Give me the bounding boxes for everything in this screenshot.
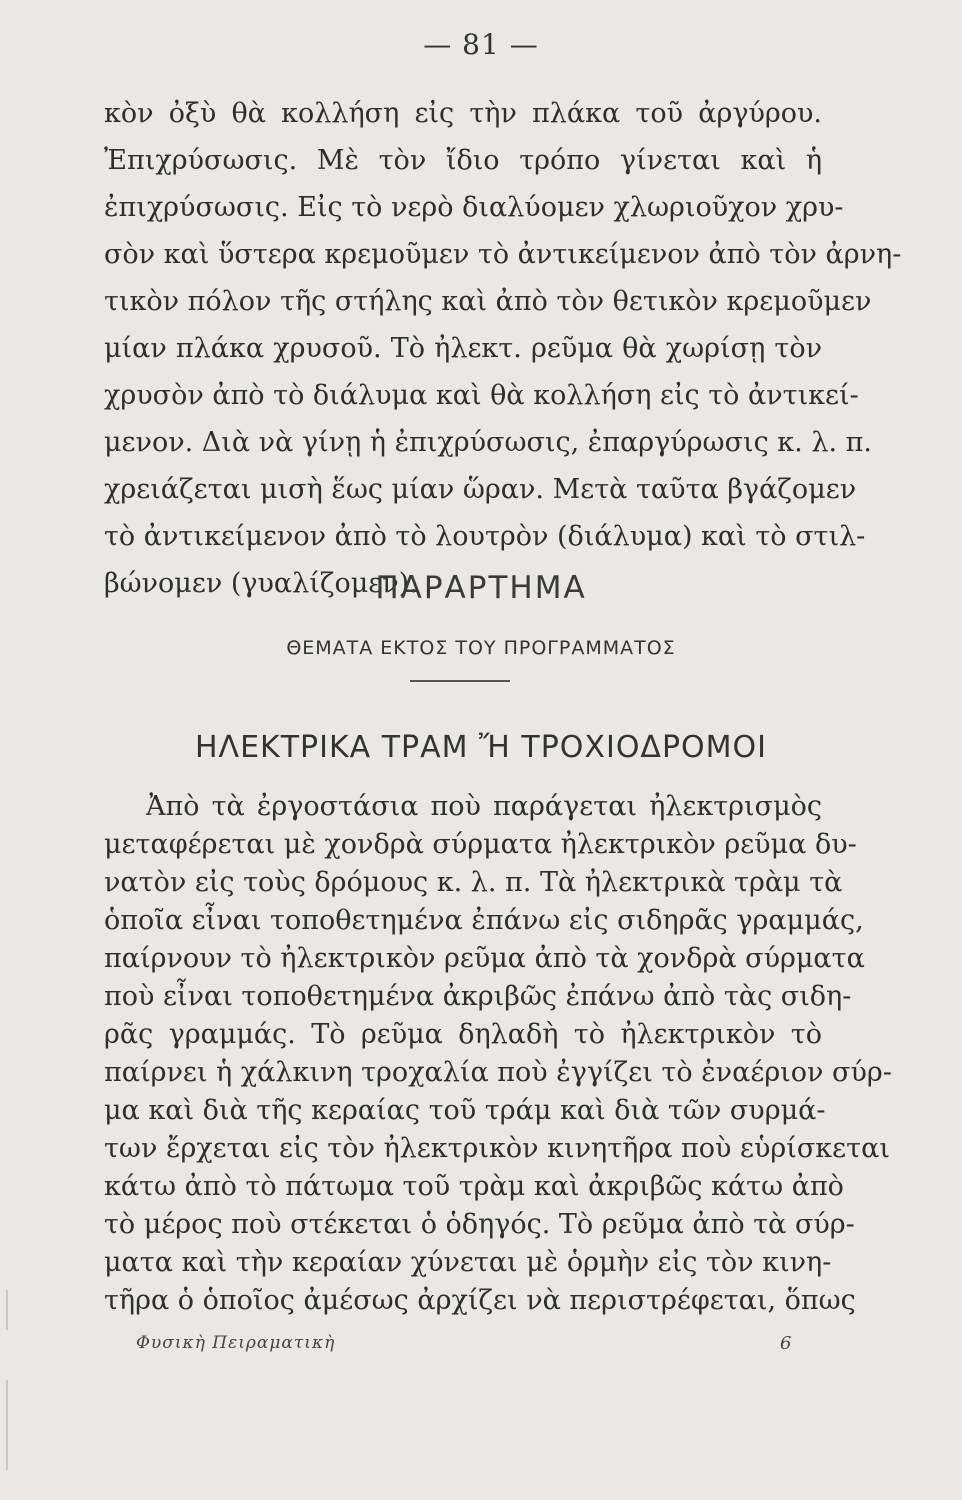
text-line: ρᾶς γραμμάς. Τὸ ρεῦμα δηλαδὴ τὸ ἠλεκτρικὸν τὸ <box>104 1019 822 1050</box>
page-number: — 81 — <box>423 28 539 61</box>
text-line: τῆρα ὁ ὁποῖος ἀμέσως ἀρχίζει νὰ περιστρέφεται, ὅπως <box>104 1285 856 1316</box>
text-line: μα καὶ διὰ τῆς κεραίας τοῦ τράμ καὶ διὰ τῶν συρμά- <box>104 1095 826 1126</box>
text-line: Ἐπιχρύσωσις. Μὲ τὸν ἴδιο τρόπο γίνεται καὶ ἡ <box>104 145 822 176</box>
divider-rule <box>410 680 510 682</box>
text-line: χρυσὸν ἀπὸ τὸ διάλυμα καὶ θὰ κολλήση εἰς τὸ ἀντικεί- <box>104 380 859 411</box>
text-line: μενον. Διὰ νὰ γίνῃ ἡ ἐπιχρύσωσις, ἐπαργύρωσις κ. λ. π. <box>104 427 872 458</box>
text-line: χρειάζεται μισὴ ἕως μίαν ὥραν. Μετὰ ταῦτα βγάζομεν <box>104 474 857 505</box>
text-line: ματα καὶ τὴν κεραίαν χύνεται μὲ ὁρμὴν εἰς τὸν κινη- <box>104 1247 832 1278</box>
text-line: νατὸν εἰς τοὺς δρόμους κ. λ. π. Τὰ ἠλεκτρικὰ τρὰμ τὰ <box>104 867 843 898</box>
text-line: παίρνει ἡ χάλκινη τροχαλία ποὺ ἐγγίζει τὸ ἐναέριον σύρ- <box>104 1057 892 1088</box>
text-line: κάτω ἀπὸ τὸ πάτωμα τοῦ τρὰμ καὶ ἀκριβῶς κάτω ἀπὸ <box>104 1171 844 1202</box>
text-line: βώνομεν (γυαλίζομεν). <box>104 568 418 599</box>
text-line: τὸ μέρος ποὺ στέκεται ὁ ὁδηγός. Τὸ ρεῦμα ἀπὸ τὰ σύρ- <box>104 1209 855 1240</box>
appendix-subtitle: ΘΕΜΑΤΑ ΕΚΤΟΣ ΤΟΥ ΠΡΟΓΡΑΜΜΑΤΟΣ <box>286 637 676 659</box>
footer-signature-mark: 6 <box>780 1333 792 1354</box>
text-line: ἐπιχρύσωσις. Εἰς τὸ νερὸ διαλύομεν χλωριοῦχον χρυ- <box>104 192 844 223</box>
text-line: ὁποῖα εἶναι τοποθετημένα ἐπάνω εἰς σιδηρᾶς γραμμάς, <box>104 905 864 936</box>
text-line: ποὺ εἶναι τοποθετημένα ἀκριβῶς ἐπάνω ἀπὸ τὰς σιδη- <box>104 981 852 1012</box>
appendix-title: ΠΑΡΑΡΤΗΜΑ <box>375 570 587 606</box>
text-line: σὸν καὶ ὕστερα κρεμοῦμεν τὸ ἀντικείμενον ἀπὸ τὸν ἀρνη- <box>104 239 902 270</box>
footer-book-title: Φυσικὴ Πειραματικὴ <box>136 1333 336 1353</box>
text-line: των ἔρχεται εἰς τὸν ἠλεκτρικὸν κινητῆρα ποὺ εὑρίσκεται <box>104 1133 890 1164</box>
page-edge-mark <box>6 1380 8 1470</box>
text-line: κὸν ὀξὺ θὰ κολλήση εἰς τὴν πλάκα τοῦ ἀργύρου. <box>104 98 822 129</box>
text-line: παίρνουν τὸ ἠλεκτρικὸν ρεῦμα ἀπὸ τὰ χονδρὰ σύρματα <box>104 943 865 974</box>
section-title: ΗΛΕΚΤΡΙΚΑ ΤΡΑΜ Ἤ ΤΡΟΧΙΟΔΡΟΜΟΙ <box>194 730 768 765</box>
page-edge-mark <box>6 1290 8 1330</box>
text-line: τὸ ἀντικείμενον ἀπὸ τὸ λουτρὸν (διάλυμα) καὶ τὸ στιλ- <box>104 521 866 552</box>
text-line: μίαν πλάκα χρυσοῦ. Τὸ ἠλεκτ. ρεῦμα θὰ χωρίσῃ τὸν <box>104 333 822 364</box>
text-line: Ἀπὸ τὰ ἐργοστάσια ποὺ παράγεται ἠλεκτρισμὸς <box>146 791 822 822</box>
text-line: τικὸν πόλον τῆς στήλης καὶ ἀπὸ τὸν θετικὸν κρεμοῦμεν <box>104 286 872 317</box>
text-line: μεταφέρεται μὲ χονδρὰ σύρματα ἠλεκτρικὸν ρεῦμα δυ- <box>104 829 857 860</box>
